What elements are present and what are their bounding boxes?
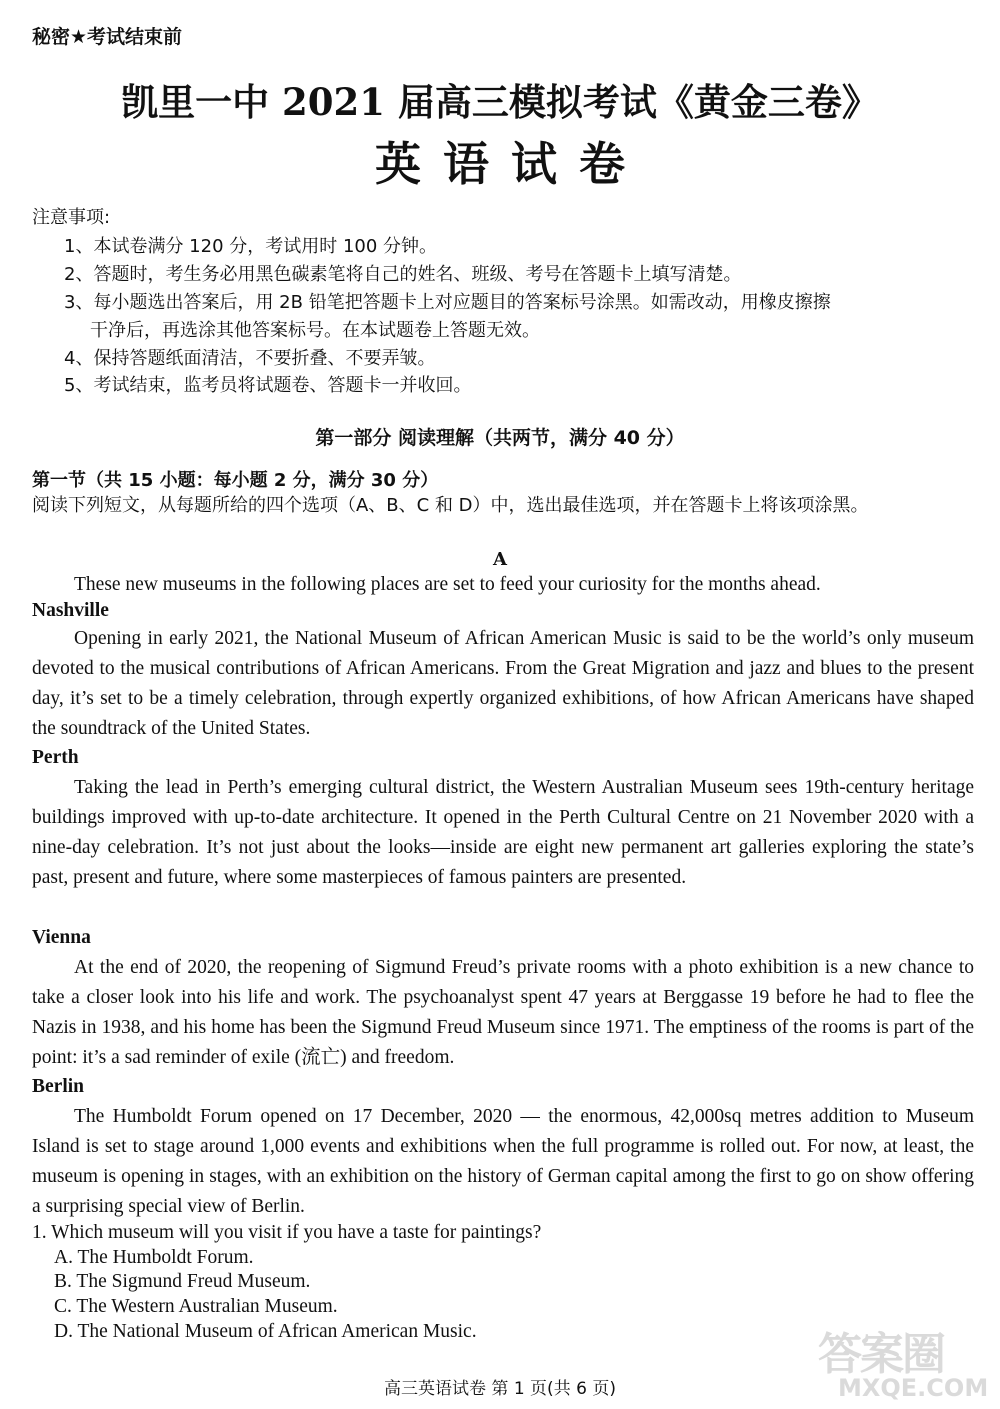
question-1-option-b: B. The Sigmund Freud Museum. — [54, 1271, 311, 1292]
question-1-stem: 1. Which museum will you visit if you have a taste for paintings? — [32, 1222, 542, 1243]
place-heading-perth: Perth — [32, 747, 79, 768]
notice-heading: 注意事项: — [32, 207, 111, 228]
question-1-option-c: C. The Western Australian Museum. — [54, 1296, 338, 1317]
exam-title: 凯里一中 2021 届高三模拟考试《黄金三卷》 — [121, 80, 879, 124]
section1-instructions: 阅读下列短文，从每题所给的四个选项（A、B、C 和 D）中，选出最佳选项，并在答题卡上将该项涂黑。 — [32, 495, 869, 516]
watermark-logo — [808, 1318, 993, 1402]
passage-letter: A — [493, 549, 507, 570]
notice-item-2: 2、答题时，考生务必用黑色碳素笔将自己的姓名、班级、考号在答题卡上填写清楚。 — [64, 264, 742, 285]
paragraph-nashville: Opening in early 2021, the National Museum of African American Music is said to be the world’s only museum devoted to the musical contributions of African Americans. From the Great Migration and jazz and blues to the present day, it’s set to be a timely celebration, through expertly organized exhibitions, of how African Americans have shaped the soundtrack of the United States. — [32, 628, 974, 739]
paragraph-vienna: At the end of 2020, the reopening of Sigmund Freud’s private rooms with a photo exhibition is a new chance to take a closer look into his life and work. The psychoanalyst spent 47 years at Berggasse 19 before he had to flee the Nazis in 1938, and his home has been the Sigmund Freud Museum since 1971. The emptiness of the rooms is part of the point: it’s a sad reminder of exile (流亡) and freedom. — [32, 957, 974, 1068]
place-heading-vienna: Vienna — [32, 927, 91, 948]
confidential-label: 秘密★考试结束前 — [32, 26, 183, 48]
notice-item-3: 3、每小题选出答案后，用 2B 铅笔把答题卡上对应题目的答案标号涂黑。如需改动，用橡皮擦擦 — [64, 292, 831, 313]
section1-heading: 第一节（共 15 小题：每小题 2 分，满分 30 分） — [32, 470, 439, 491]
place-heading-nashville: Nashville — [32, 600, 109, 621]
notice-item-1: 1、本试卷满分 120 分，考试用时 100 分钟。 — [64, 236, 438, 257]
place-heading-berlin: Berlin — [32, 1076, 84, 1097]
notice-item-4: 4、保持答题纸面清洁，不要折叠、不要弄皱。 — [64, 348, 436, 369]
part1-heading: 第一部分 阅读理解（共两节，满分 40 分） — [315, 427, 685, 449]
notice-item-3-cont: 干净后，再选涂其他答案标号。在本试题卷上答题无效。 — [90, 320, 540, 341]
exam-subtitle: 英语试卷 — [375, 137, 647, 191]
watermark-text: 答案圈 — [818, 1329, 944, 1380]
notice-item-5: 5、考试结束，监考员将试题卷、答题卡一并收回。 — [64, 375, 472, 396]
watermark-site: MXQE.COM — [838, 1374, 989, 1402]
paragraph-perth: Taking the lead in Perth’s emerging cultural district, the Western Australian Museum sees 19th-century heritage buildings improved with up-to-date architecture. It opened in the Perth Cultural Centre on 21 November 2020 with a nine-day celebration. It’s not just about the looks—inside are eight new permanent art galleries exploring the state’s past, present and future, where some masterpieces of famous painters are presented. — [32, 777, 974, 888]
question-1-option-a: A. The Humboldt Forum. — [54, 1247, 254, 1268]
passage-intro: These new museums in the following places are set to feed your curiosity for the months ahead. — [74, 574, 821, 595]
paragraph-berlin: The Humboldt Forum opened on 17 December, 2020 — the enormous, 42,000sq metres addition to Museum Island is set to stage around 1,000 events and exhibitions when the full programme is rolled out. For now, at least, the museum is opening in stages, with an exhibition on the history of German capital among the first to go on show offering a surprising special view of Berlin. — [32, 1106, 974, 1217]
page-footer: 高三英语试卷 第 1 页(共 6 页) — [384, 1379, 616, 1399]
question-1-option-d: D. The National Museum of African American Music. — [54, 1321, 477, 1342]
